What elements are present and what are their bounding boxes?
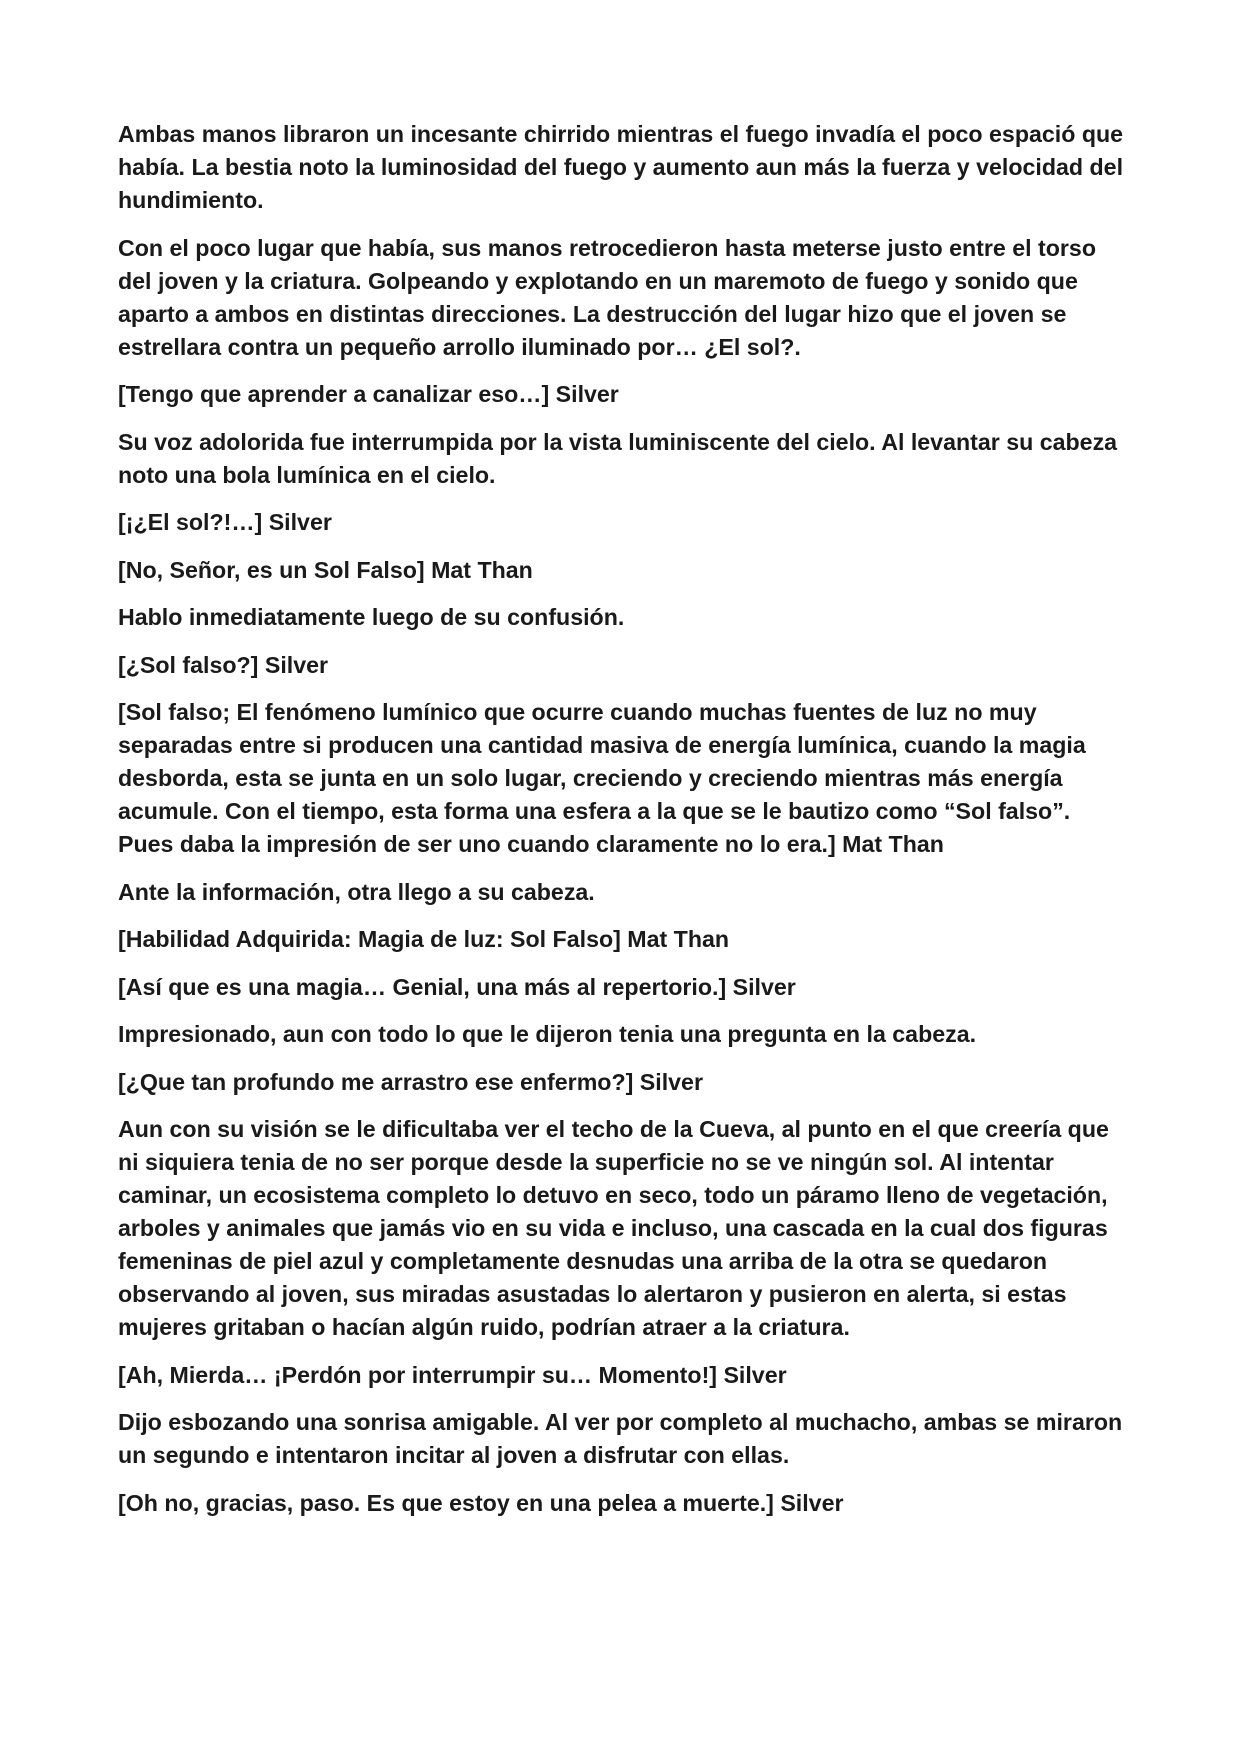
paragraph: Aun con su visión se le dificultaba ver el techo de la Cueva, al punto en el que creería que ni siquiera tenia de no ser porque desde la superficie no se ve ningún sol. Al intentar caminar, un ecosistema completo lo detuvo en seco, todo un páramo lleno de vegetación, arboles y animales que jamás vio en su vida e incluso, una cascada en la cual dos figuras femeninas de piel azul y completamente desnudas una arriba de la otra se quedaron observando al joven, sus miradas asustadas lo alertaron y pusieron en alerta, si estas mujeres gritaban o hacían algún ruido, podrían atraer a la criatura. bbox=[118, 1116, 1109, 1340]
dialogue-line: [Tengo que aprender a canalizar eso…] Silver bbox=[118, 381, 619, 407]
dialogue-line: [¿Sol falso?] Silver bbox=[118, 651, 329, 678]
paragraph: Dijo esbozando una sonrisa amigable. Al ver por completo al muchacho, ambas se miraron un segundo e intentaron incitar al joven a disfrutar con ellas. bbox=[118, 1409, 1123, 1468]
dialogue-line: [Habilidad Adquirida: Magia de luz: Sol Falso] Mat Than bbox=[118, 926, 730, 952]
dialogue-line: [Ah, Mierda… ¡Perdón por interrumpir su… Momento!] Silver bbox=[118, 1361, 787, 1388]
paragraph: Ambas manos libraron un incesante chirrido mientras el fuego invadía el poco espació que había. La bestia noto la luminosidad del fuego y aumento aun más la fuerza y velocidad del hundimiento. bbox=[118, 121, 1124, 213]
document-body bbox=[118, 118, 1128, 1534]
paragraph: Con el poco lugar que había, sus manos retrocedieron hasta meterse justo entre el torso del joven y la criatura. Golpeando y explotando en un maremoto de fuego y sonido que aparto a ambos en distintas direcciones. La destrucción del lugar hizo que el joven se estrellara contra un pequeño arrollo iluminado por… ¿El sol?. bbox=[118, 234, 1096, 360]
dialogue-line: [Oh no, gracias, paso. Es que estoy en una pelea a muerte.] Silver bbox=[118, 1489, 844, 1516]
dialogue-line: [No, Señor, es un Sol Falso] Mat Than bbox=[118, 556, 533, 583]
dialogue-line: [¡¿El sol?!…] Silver bbox=[118, 509, 332, 535]
paragraph: Su voz adolorida fue interrumpida por la vista luminiscente del cielo. Al levantar su cabeza noto una bola lumínica en el cielo. bbox=[118, 428, 1118, 488]
dialogue-line: [Sol falso; El fenómeno lumínico que ocurre cuando muchas fuentes de luz no muy separadas entre si producen una cantidad masiva de energía lumínica, cuando la magia desborda, esta se junta en un solo lugar, creciendo y creciendo mientras más energía acumule. Con el tiempo, esta forma una esfera a la que se le bautizo como “Sol falso”. Pues daba la impresión de ser uno cuando claramente no lo era.] Mat Than bbox=[118, 699, 1086, 857]
paragraph: Impresionado, aun con todo lo que le dijeron tenia una pregunta en la cabeza. bbox=[118, 1021, 977, 1047]
paragraph: Hablo inmediatamente luego de su confusión. bbox=[118, 604, 625, 630]
dialogue-line: [¿Que tan profundo me arrastro ese enfermo?] Silver bbox=[118, 1068, 703, 1095]
paragraph: Ante la información, otra llego a su cabeza. bbox=[118, 878, 595, 905]
dialogue-line: [Así que es una magia… Genial, una más al repertorio.] Silver bbox=[118, 973, 796, 1000]
